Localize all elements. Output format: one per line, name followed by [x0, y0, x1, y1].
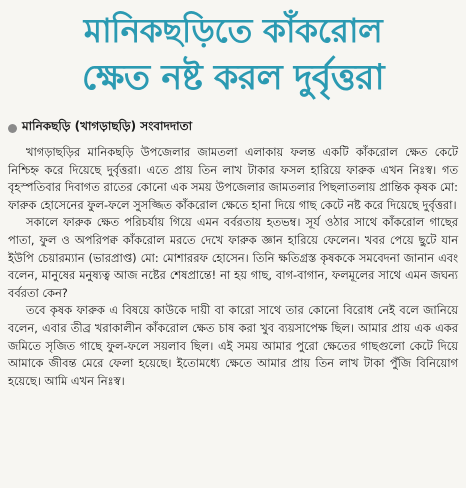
paragraph-2: সকালে ফারুক ক্ষেত পরিচর্যায় গিয়ে এমন বর্বরতায় হতভম্ব। সূর্য ওঠার সাথে কাঁকরোল গাছের পাতা, ফুল ও অপরিপক্ব কাঁকরোল মরতে দেখে ফারুক জ্ঞান হারিয়ে ফেলেন। খবর পেয়ে ছুটে যান ইউপি চেয়ারম্যান (ভারপ্রাপ্ত) মো: মোশাররফ হোসেন। তিনি ক্ষতিগ্রস্ত কৃষককে সমবেদনা জানান এবং বলেন, মানুষের মনুষ্যত্ব আজ নষ্টের শেষপ্রান্তে! না হয় গাছ, বাগ-বাগান, ফলমূলের সাথে এমন জঘন্য বর্বরতা কেন?	[8, 215, 458, 300]
paragraph-3: তবে কৃষক ফারুক এ বিষয়ে কাউকে দায়ী বা কারো সাথে তার কোনো বিরোধ নেই বলে জানিয়ে বলেন, এবার তীব্র খরাকালীন কাঁকরোল ক্ষেত চাষ করা খুব ব্যয়সাপেক্ষ ছিল। আমার প্রায় এক একর জমিতে সৃজিত গাছে ফুল-ফলে সয়লাব ছিল। এই সময় আমার পুরো ক্ষেতের গাছগুলো কেটে দিয়ে আমাকে জীবন্ত মেরে ফেলা হয়েছে। ইতোমধ্যে ক্ষেতে আমার প্রায় তিন লাখ টাকা পুঁজি বিনিয়োগ হয়েছে। আমি এখন নিঃস্ব।	[8, 303, 458, 388]
byline	[8, 118, 466, 138]
bullet-icon	[8, 124, 17, 133]
headline-line-1: মানিকছড়িতে কাঁকরোল	[83, 11, 383, 50]
paragraph-1: খাগড়াছড়ির মানিকছড়ি উপজেলার জামতলা এলাকায় ফলন্ত একটি কাঁকরোল ক্ষেত কেটে নিশ্চিহ্ন করে দিয়েছে দুর্বৃত্তরা। এতে প্রায় তিন লাখ টাকার ফসল হারিয়ে ফারুক এখন নিঃস্ব। গত বৃহস্পতিবার দিবাগত রাতের কোনো এক সময় উপজেলার জামতলার পিছলাতলায় প্রান্তিক কৃষক মো: ফারুক হোসেনের ফুল-ফলে সুসজ্জিত কাঁকরোল ক্ষেতে হানা দিয়ে গাছ কেটে নষ্ট করে দিয়েছে দুর্বৃত্তরা।	[8, 145, 458, 212]
byline-text: মানিকছড়ি (খাগড়াছড়ি) সংবাদদাতা	[22, 119, 193, 133]
headline-line-2: ক্ষেত নষ্ট করল দুর্বৃত্তরা	[81, 58, 385, 98]
article-body	[8, 144, 458, 390]
